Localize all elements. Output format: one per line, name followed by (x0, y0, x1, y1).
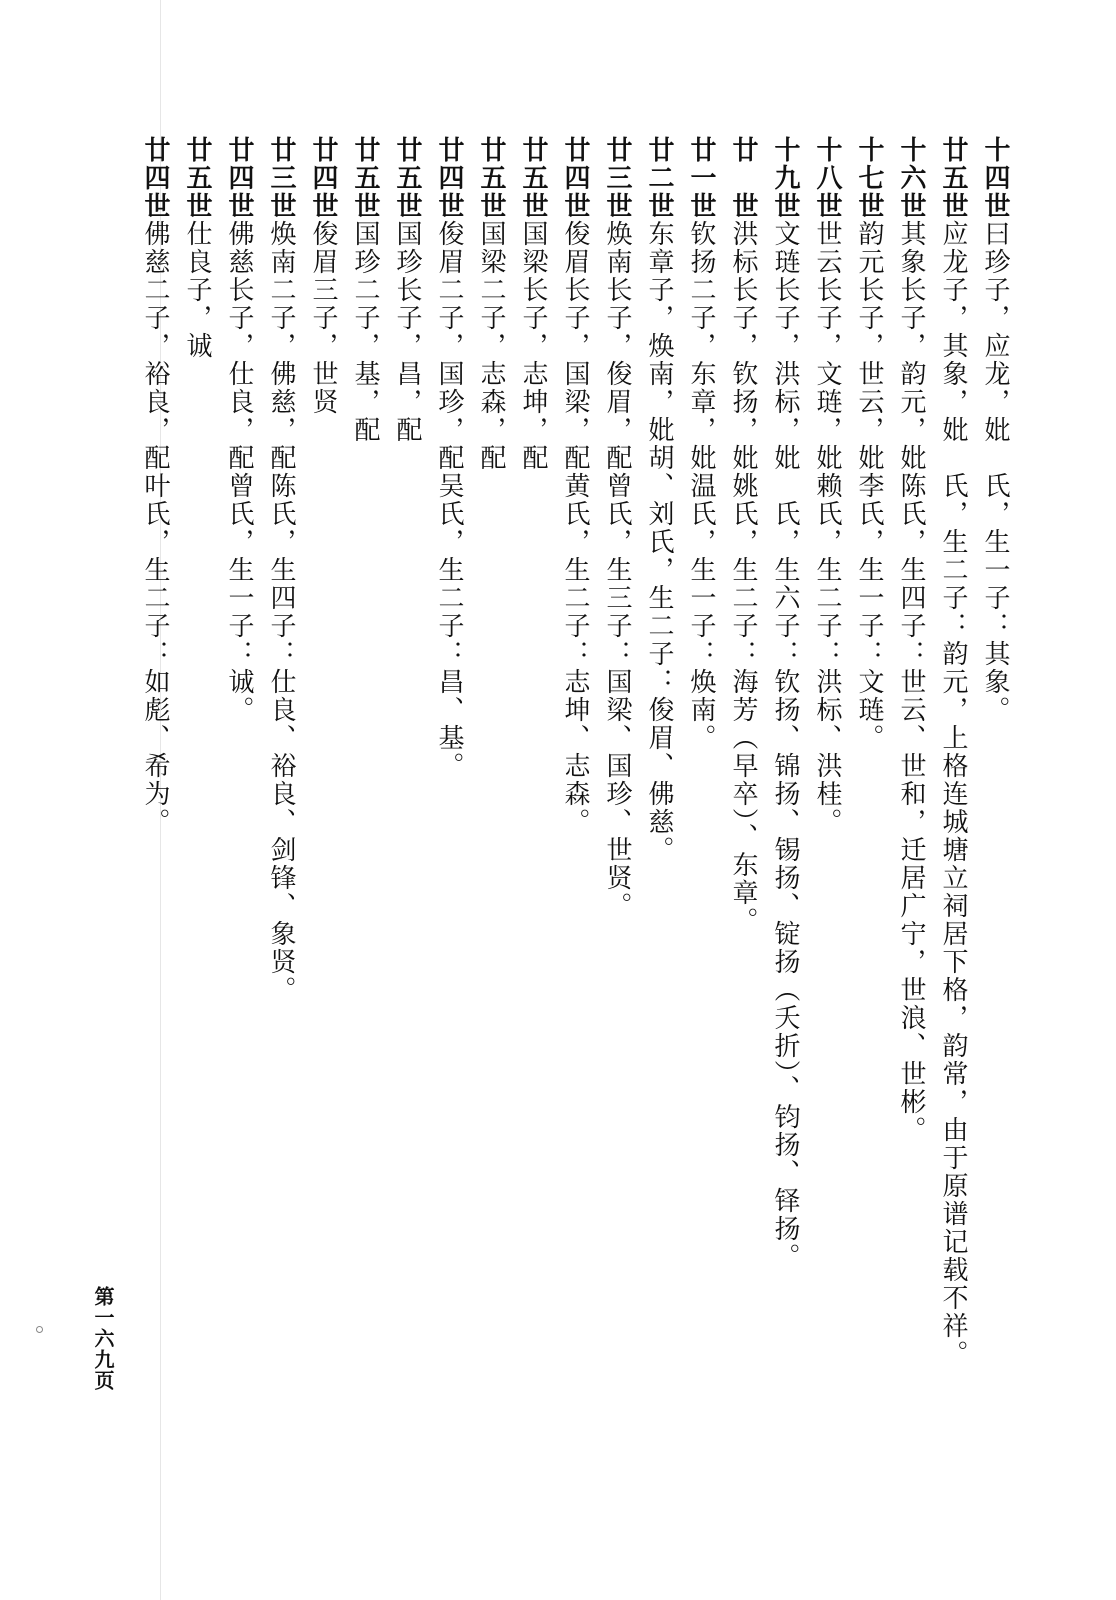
entry-text: 俊眉长子，国梁，配黄氏，生二子：志坤、志森。 (560, 220, 590, 836)
generation-label: 廿五世 (938, 136, 968, 220)
genealogy-entry (681, 136, 721, 1466)
entry-text: 国珍长子，昌，配 (392, 220, 422, 444)
entry-text: 钦扬二子，东章，妣温氏，生一子：焕南。 (686, 220, 716, 752)
genealogy-entry (933, 136, 973, 1466)
scan-speck (36, 1326, 43, 1333)
generation-label: 廿 世 (728, 136, 758, 220)
entry-text: 俊眉二子，国珍，配吴氏，生二子：昌、基。 (434, 220, 464, 780)
generation-label: 十六世 (896, 136, 926, 220)
entry-text: 仕良子，诚 (182, 220, 212, 360)
genealogy-entry (135, 136, 175, 1466)
genealogy-entry (849, 136, 889, 1466)
entry-text: 俊眉三子，世贤 (308, 220, 338, 416)
genealogy-entry (429, 136, 469, 1466)
entry-text: 国梁二子，志森，配 (476, 220, 506, 472)
genealogy-entry (261, 136, 301, 1466)
generation-label: 廿五世 (518, 136, 548, 220)
genealogy-entry (597, 136, 637, 1466)
generation-label: 廿四世 (224, 136, 254, 220)
generation-label: 廿四世 (434, 136, 464, 220)
generation-label: 廿三世 (602, 136, 632, 220)
genealogy-entry (471, 136, 511, 1466)
generation-label: 十四世 (980, 136, 1010, 220)
generation-label: 廿四世 (308, 136, 338, 220)
generation-label: 廿四世 (140, 136, 170, 220)
genealogy-entry (639, 136, 679, 1466)
entry-text: 国珍二子，基，配 (350, 220, 380, 444)
generation-label: 十九世 (770, 136, 800, 220)
genealogy-entry (177, 136, 217, 1466)
entry-text: 国梁长子，志坤，配 (518, 220, 548, 472)
generation-label: 廿二世 (644, 136, 674, 220)
genealogy-entry (387, 136, 427, 1466)
entry-text: 应龙子，其象，妣 氏，生二子：韵元，上格连城塘立祠居下格，韵常，由于原谱记载不祥。 (938, 220, 968, 1368)
generation-label: 廿四世 (560, 136, 590, 220)
entry-text: 文琏长子，洪标，妣 氏，生六子：钦扬、锦扬、锡扬、锭扬（夭折）、钧扬、铎扬。 (770, 220, 800, 1271)
genealogy-entry (891, 136, 931, 1466)
generation-label: 廿五世 (392, 136, 422, 220)
genealogy-entry (807, 136, 847, 1466)
genealogy-entry (975, 136, 1015, 1466)
generation-label: 十八世 (812, 136, 842, 220)
genealogy-entry (513, 136, 553, 1466)
entry-text: 东章子，焕南，妣胡、刘氏，生二子：俊眉、佛慈。 (644, 220, 674, 864)
entry-text: 洪标长子，钦扬，妣姚氏，生二子：海芳（早卒）、东章。 (728, 220, 758, 935)
genealogy-entry (345, 136, 385, 1466)
entry-text: 佛慈二子，裕良，配叶氏，生二子：如彪、希为。 (140, 220, 170, 836)
entry-text: 曰珍子，应龙，妣 氏，生一子：其象。 (980, 220, 1010, 724)
generation-label: 廿一世 (686, 136, 716, 220)
entry-text: 韵元长子，世云，妣李氏，生一子：文琏。 (854, 220, 884, 752)
genealogy-entry (723, 136, 763, 1466)
genealogy-entry (765, 136, 805, 1466)
entry-text: 焕南长子，俊眉，配曾氏，生三子：国梁、国珍、世贤。 (602, 220, 632, 920)
entry-text: 佛慈长子，仕良，配曾氏，生一子：诚。 (224, 220, 254, 724)
genealogy-entry (303, 136, 343, 1466)
generation-label: 廿五世 (350, 136, 380, 220)
entry-text: 其象长子，韵元，妣陈氏，生四子：世云、世和，迁居广宁，世浪、世彬。 (896, 220, 926, 1144)
page-number: 第一六九页 (91, 1286, 115, 1391)
generation-label: 十七世 (854, 136, 884, 220)
generation-label: 廿三世 (266, 136, 296, 220)
entry-text: 世云长子，文琏，妣赖氏，生二子：洪标、洪桂。 (812, 220, 842, 836)
generation-label: 廿五世 (182, 136, 212, 220)
entry-text: 焕南二子，佛慈，配陈氏，生四子：仕良、裕良、剑锋、象贤。 (266, 220, 296, 1004)
genealogy-entry (555, 136, 595, 1466)
genealogy-entry (219, 136, 259, 1466)
generation-label: 廿五世 (476, 136, 506, 220)
